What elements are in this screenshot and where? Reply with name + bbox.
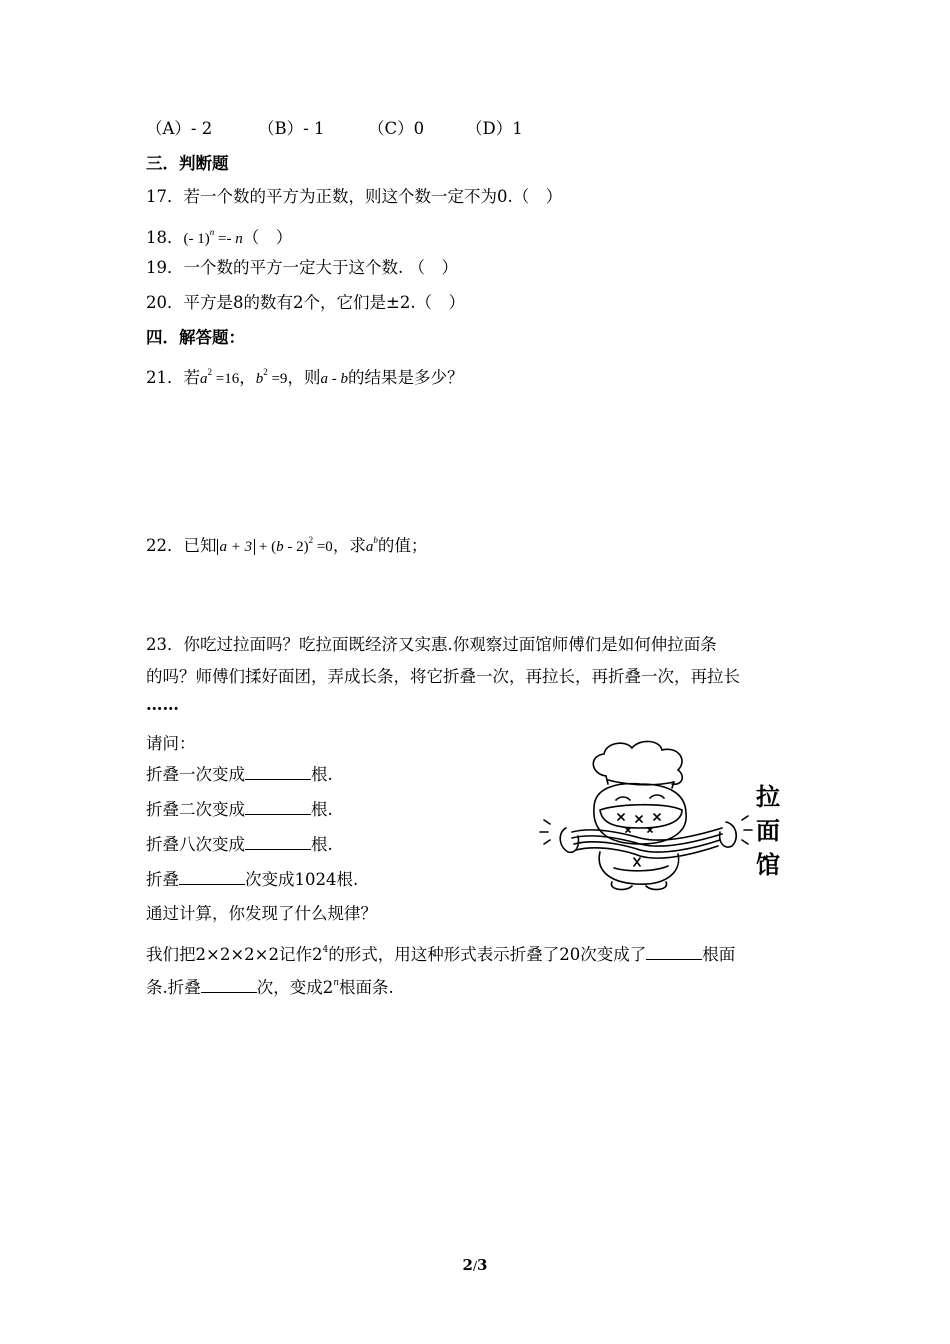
fold-eight-blank[interactable] [245, 835, 311, 850]
q23-line-1: 23．你吃过拉面吗？吃拉面既经济又实惠.你观察过面馆师傅们是如何伸拉面条 [146, 635, 717, 654]
fold-once-blank[interactable] [245, 765, 311, 780]
power-line-1: 我们把2×2×2×2记作$2^4$的形式，用这种形式表示折叠了20次变成了 根面 [146, 945, 736, 964]
option-a: （A）- 2 [146, 119, 213, 138]
fold-1024-blank[interactable] [179, 870, 245, 885]
fold-once-line: 折叠一次变成 根. [146, 765, 333, 784]
q16-options [146, 118, 523, 140]
option-c: （C）0 [368, 119, 425, 138]
q18-expr-base: (- 1) [183, 231, 210, 247]
noodle-chef-illustration [536, 736, 786, 896]
option-d: （D）1 [466, 119, 523, 138]
fold-twice-blank[interactable] [245, 800, 311, 815]
q23-line-3: …… [146, 695, 179, 714]
fold-twice-line: 折叠二次变成 根. [146, 800, 333, 819]
question-19: 19．一个数的平方一定大于这个数. （ ） [146, 258, 458, 277]
rule-question: 通过计算，你发现了什么规律？ [146, 904, 377, 923]
question-18: 18．(- 1)$^n$ =- n（ ） [146, 227, 293, 247]
q23-line-2: 的吗？师傅们揉好面团，弄成长条，将它折叠一次，再拉长，再折叠一次，再拉长 [146, 667, 740, 686]
question-17: 17．若一个数的平方为正数，则这个数一定不为0.（ ） [146, 187, 563, 206]
option-b: （B）- 1 [258, 119, 325, 138]
absolute-value: a + 3 [217, 539, 256, 555]
question-22: 22．已知 a + 3 + (b - 2)$^2$ =0，求$a^b$的值； [146, 535, 428, 555]
chef-drawing [536, 736, 786, 896]
page-number: 2/3 [462, 1256, 488, 1274]
question-21: 21．若$a^2 =16$，$b^2 =9$，则a - b的结果是多少？ [146, 367, 464, 387]
noodle-shop-sign: 拉 面 馆 [756, 783, 780, 879]
power-line-2: 条.折叠 次，变成2$^n$根面条. [146, 978, 394, 997]
fold-20-blank[interactable] [646, 945, 702, 960]
fold-eight-line: 折叠八次变成 根. [146, 835, 333, 854]
fold-n-blank[interactable] [201, 978, 257, 993]
section-3-title: 三．判断题 [146, 154, 229, 173]
q23-ask: 请问： [146, 734, 196, 753]
question-20: 20．平方是8的数有2个，它们是±2.（ ） [146, 293, 466, 312]
fold-1024-line: 折叠 次变成1024根. [146, 870, 359, 889]
section-4-title: 四．解答题： [146, 328, 245, 347]
